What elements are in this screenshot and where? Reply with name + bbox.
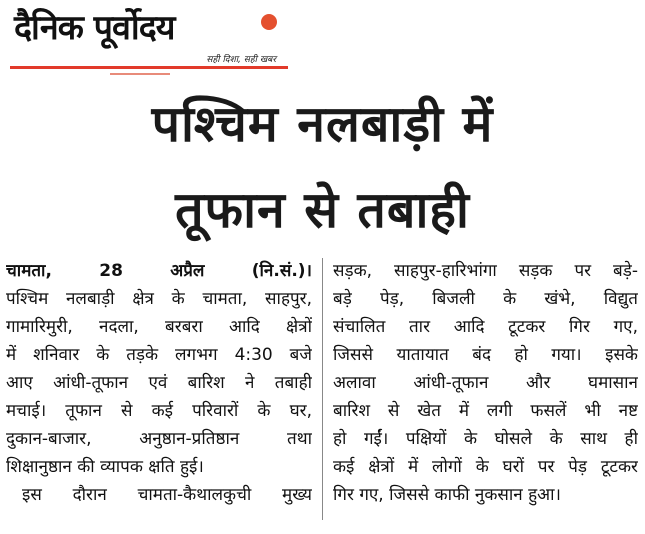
article-line: पश्चिम नलबाड़ी क्षेत्र के चामता, साहपुर, — [6, 289, 312, 309]
article-line: कई क्षेत्रों में लोगों के घरों पर पेड़ टूटकर — [333, 457, 638, 477]
article-column-right — [333, 257, 638, 509]
headline-line-1: पश्चिम नलबाड़ी में — [151, 95, 494, 153]
masthead-rule — [10, 66, 288, 69]
article-column-left — [6, 257, 312, 509]
article-line: अलावा आंधी-तूफान और घमासान — [333, 373, 638, 393]
article-line: में शनिवार के तड़के लगभग 4:30 बजे — [6, 345, 312, 365]
newspaper-name: दैनिक पूर्वोदय — [14, 8, 175, 48]
article-line: हो गईं। पक्षियों के घोसले के साथ ही — [333, 429, 638, 449]
article-line: गामारिमुरी, नदला, बरबरा आदि क्षेत्रों — [6, 317, 312, 337]
article-line: जिससे यातायात बंद हो गया। इसके — [333, 345, 638, 365]
masthead — [10, 6, 290, 74]
article-line: गिर गए, जिससे काफी नुकसान हुआ। — [333, 485, 561, 505]
article-line: बारिश से खेत में लगी फसलें भी नष्ट — [333, 401, 638, 421]
article-line: बड़े पेड़, बिजली के खंभे, विद्युत — [333, 289, 638, 309]
article-line: आए आंधी-तूफान एवं बारिश ने तबाही — [6, 373, 312, 393]
article-dateline: चामता, 28 अप्रैल (नि.सं.)। — [6, 261, 312, 281]
column-divider — [322, 258, 323, 520]
masthead-subrule — [110, 73, 170, 75]
masthead-tagline: सही दिशा, सही खबर — [206, 55, 276, 65]
article-line: दुकान-बाजार, अनुष्ठान-प्रतिष्ठान तथा — [6, 429, 312, 449]
article-line: संचालित तार आदि टूटकर गिर गए, — [333, 317, 638, 337]
article-line: शिक्षानुष्ठान की व्यापक क्षति हुई। — [6, 457, 204, 477]
article-line: सड़क, साहपुर-हारिभांगा सड़क पर बड़े- — [333, 261, 638, 281]
article-line: मचाई। तूफान से कई परिवारों के घर, — [6, 401, 312, 421]
headline-line-2: तूफान से तबाही — [175, 181, 470, 239]
article-line: इस दौरान चामता-कैथालकुची मुख्य — [22, 485, 312, 505]
logo-dot-icon — [261, 14, 277, 30]
